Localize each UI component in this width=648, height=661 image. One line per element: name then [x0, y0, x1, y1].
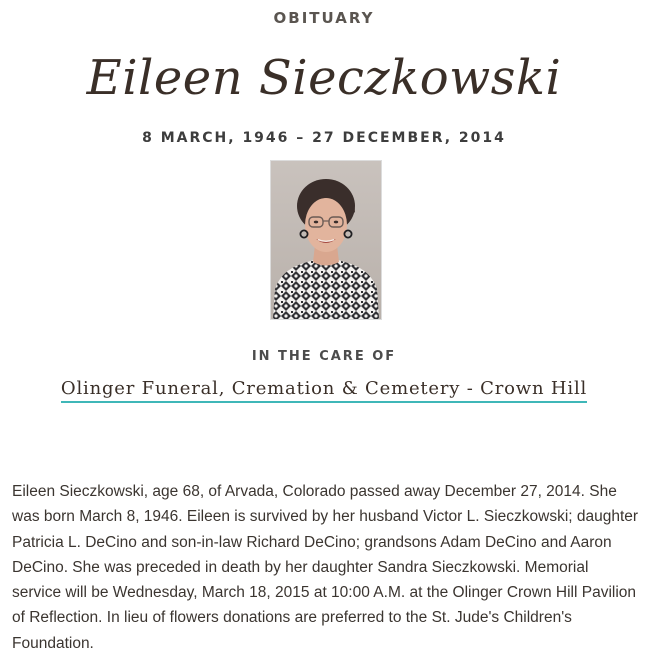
section-kicker: OBITUARY [273, 9, 375, 27]
funeral-home [0, 378, 648, 399]
deceased-name: Eileen Sieczkowski [86, 50, 562, 106]
portrait-illustration [271, 161, 381, 319]
obituary-text: Eileen Sieczkowski, age 68, of Arvada, Colorado passed away December 27, 2014. She was born March 8, 1946. Eileen is survived by her husband Victor L. Sieczkowski; daughter Patricia L. DeCino and son-in-law Richard DeCino; grandsons Adam DeCino and Aaron DeCino. She was preceded in death by her daughter Sandra Sieczkowski. Memorial service will be Wednesday, March 18, 2015 at 10:00 A.M. at the Olinger Crown Hill Pavilion of Reflection. In lieu of flowers donations are preferred to the St. Jude's Children's Foundation. [12, 483, 639, 652]
portrait-photo [271, 161, 381, 319]
funeral-home-link[interactable]: Olinger Funeral, Cremation & Cemetery - Crown Hill [61, 378, 587, 403]
life-dates: 8 MARCH, 1946 – 27 DECEMBER, 2014 [142, 130, 506, 146]
care-label: IN THE CARE OF [251, 349, 397, 364]
